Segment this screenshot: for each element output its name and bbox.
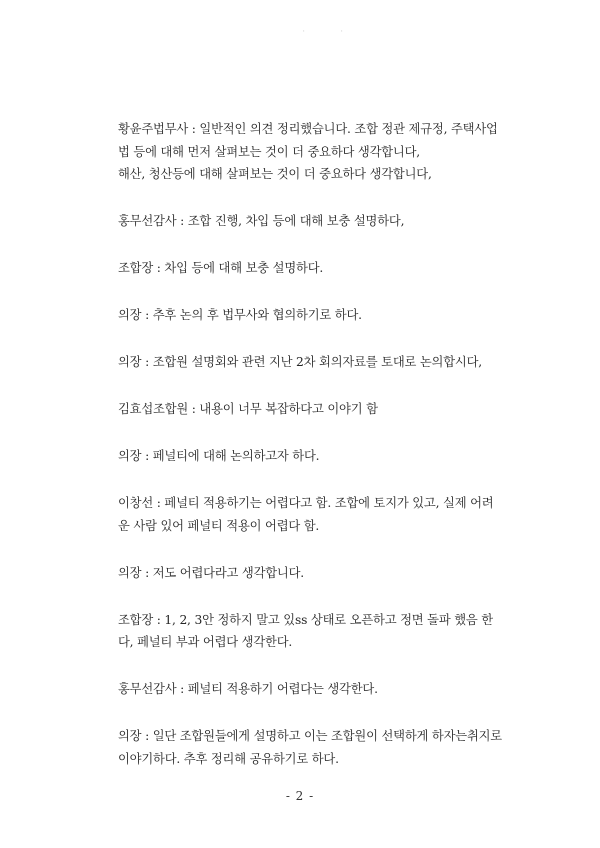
minutes-body: [118, 118, 558, 770]
paragraph-line: 법 등에 대해 먼저 살펴보는 것이 더 중요하다 생각합니다,: [118, 144, 420, 159]
page-number: - 2 -: [285, 789, 315, 803]
paragraph-line: 조합장 : 1, 2, 3안 정하지 말고 있ss 상태로 오픈하고 정면 돌파 했음 한: [118, 612, 493, 627]
paragraph-line: 조합장 : 차입 등에 대해 보충 설명하다.: [118, 261, 324, 275]
minutes-paragraph: [118, 118, 558, 186]
minutes-paragraph: [118, 725, 558, 770]
paragraph-line: 의장 : 일단 조합원들에게 설명하고 이는 조합원이 선택하게 하자는취지로: [118, 729, 502, 743]
paragraph-line: 다, 페널티 부과 어렵다 생각한다.: [118, 635, 293, 649]
minutes-paragraph: [118, 210, 558, 233]
minutes-paragraph: [118, 351, 558, 374]
minutes-paragraph: [118, 609, 558, 654]
scan-speck: ': [303, 30, 305, 37]
paragraph-line: 해산, 청산등에 대해 살펴보는 것이 더 중요하다 생각합니다,: [118, 167, 432, 181]
paragraph-line: 이창선 : 페널티 적용하기는 어렵다고 함. 조합에 토지가 있고, 실제 어려: [118, 496, 494, 510]
minutes-paragraph: [118, 398, 558, 421]
paragraph-line: 김효섭조합원 : 내용이 너무 복잡하다고 이야기 함: [118, 402, 378, 416]
minutes-paragraph: [118, 257, 558, 280]
paragraph-line: 의장 : 추후 논의 후 법무사와 협의하기로 하다.: [118, 308, 362, 322]
minutes-paragraph: [118, 445, 558, 468]
paragraph-line: 황윤주법무사 : 일반적인 의견 정리했습니다. 조합 정관 제규정, 주택사업: [118, 122, 498, 136]
paragraph-line: 이야기하다. 추후 정리해 공유하기로 하다.: [118, 751, 339, 766]
paragraph-line: 홍무선감사 : 조합 진행, 차입 등에 대해 보충 설명하다,: [118, 214, 405, 228]
paragraph-line: 의장 : 저도 어렵다라고 생각합니다.: [118, 565, 304, 580]
paragraph-line: 의장 : 페널티에 대해 논의하고자 하다.: [118, 449, 320, 463]
minutes-paragraph: [118, 492, 558, 537]
paragraph-line: 홍무선감사 : 페널티 적용하기 어렵다는 생각한다.: [118, 682, 378, 696]
minutes-paragraph: [118, 678, 558, 701]
scan-speck: ': [341, 30, 343, 37]
paragraph-line: 의장 : 조합원 설명회와 관련 지난 2차 회의자료를 토대로 논의합시다,: [118, 355, 482, 369]
minutes-paragraph: [118, 562, 558, 585]
minutes-paragraph: [118, 304, 558, 327]
paragraph-line: 운 사람 있어 페널티 적용이 어렵다 함.: [118, 518, 320, 533]
